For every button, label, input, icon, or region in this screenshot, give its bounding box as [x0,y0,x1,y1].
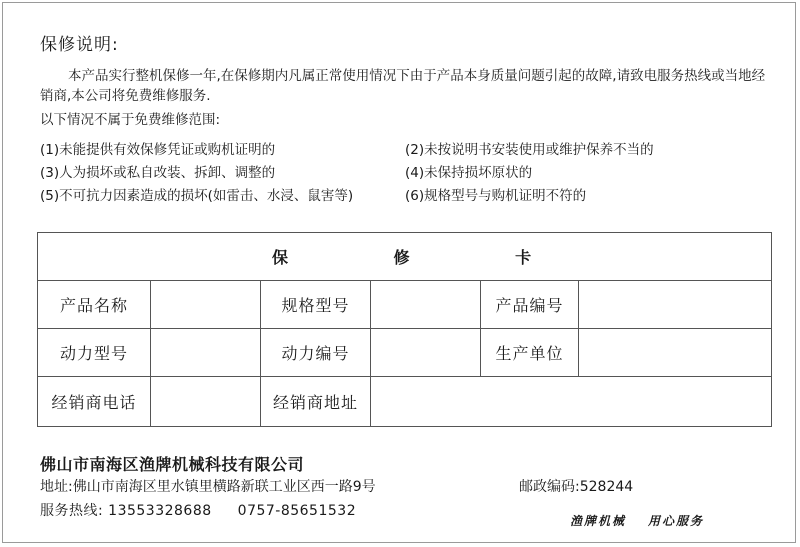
card-title-char: 修 [393,248,416,267]
exclusion-item: (1)未能提供有效保修凭证或购机证明的 [40,142,276,158]
product-no-label: 产品编号 [481,281,579,329]
exclusion-item: (4)未保持损坏原状的 [405,165,533,181]
manufacturer-field[interactable] [579,329,772,377]
power-no-label: 动力编号 [261,329,371,377]
dealer-address-field[interactable] [371,377,772,427]
dealer-phone-field[interactable] [151,377,261,427]
dealer-phone-label: 经销商电话 [38,377,151,427]
product-name-label: 产品名称 [38,281,151,329]
service-hotline [40,500,356,520]
hotline-phone: 13553328688 [108,503,212,519]
slogan [570,512,704,529]
slogan-motto: 用心服务 [648,514,705,528]
exclusions-intro: 以下情况不属于免费维修范围: [40,112,221,128]
power-model-field[interactable] [151,329,261,377]
product-name-field[interactable] [151,281,261,329]
exclusion-item: (3)人为损坏或私自改装、拆卸、调整的 [40,165,276,181]
warranty-card [37,232,772,427]
exclusion-item: (2)未按说明书安装使用或维护保养不当的 [405,142,654,158]
card-title-char: 保 [271,248,294,267]
manufacturer-label: 生产单位 [481,329,579,377]
slogan-brand: 渔牌机械 [570,514,627,528]
hotline-label: 服务热线: [40,503,104,519]
company-address: 地址:佛山市南海区里水镇里横路新联工业区西一路9号 [40,479,376,495]
dealer-address-label: 经销商地址 [261,377,371,427]
product-no-field[interactable] [579,281,772,329]
model-spec-field[interactable] [371,281,481,329]
company-name: 佛山市南海区渔牌机械科技有限公司 [40,455,305,474]
warranty-heading: 保修说明: [40,35,119,55]
power-no-field[interactable] [371,329,481,377]
warranty-paragraph: 本产品实行整机保修一年,在保修期内凡属正常使用情况下由于产品本身质量问题引起的故障,请致电服务热线或当地经销商,本公司将免费维修服务. [40,68,766,104]
model-spec-label: 规格型号 [261,281,371,329]
exclusion-item: (5)不可抗力因素造成的损坏(如雷击、水浸、鼠害等) [40,188,354,204]
postal-code: 邮政编码:528244 [519,479,634,495]
exclusion-item: (6)规格型号与购机证明不符的 [405,188,587,204]
card-title-char: 卡 [515,248,538,267]
card-title [38,233,772,281]
power-model-label: 动力型号 [38,329,151,377]
hotline-phone: 0757-85651532 [237,503,357,519]
